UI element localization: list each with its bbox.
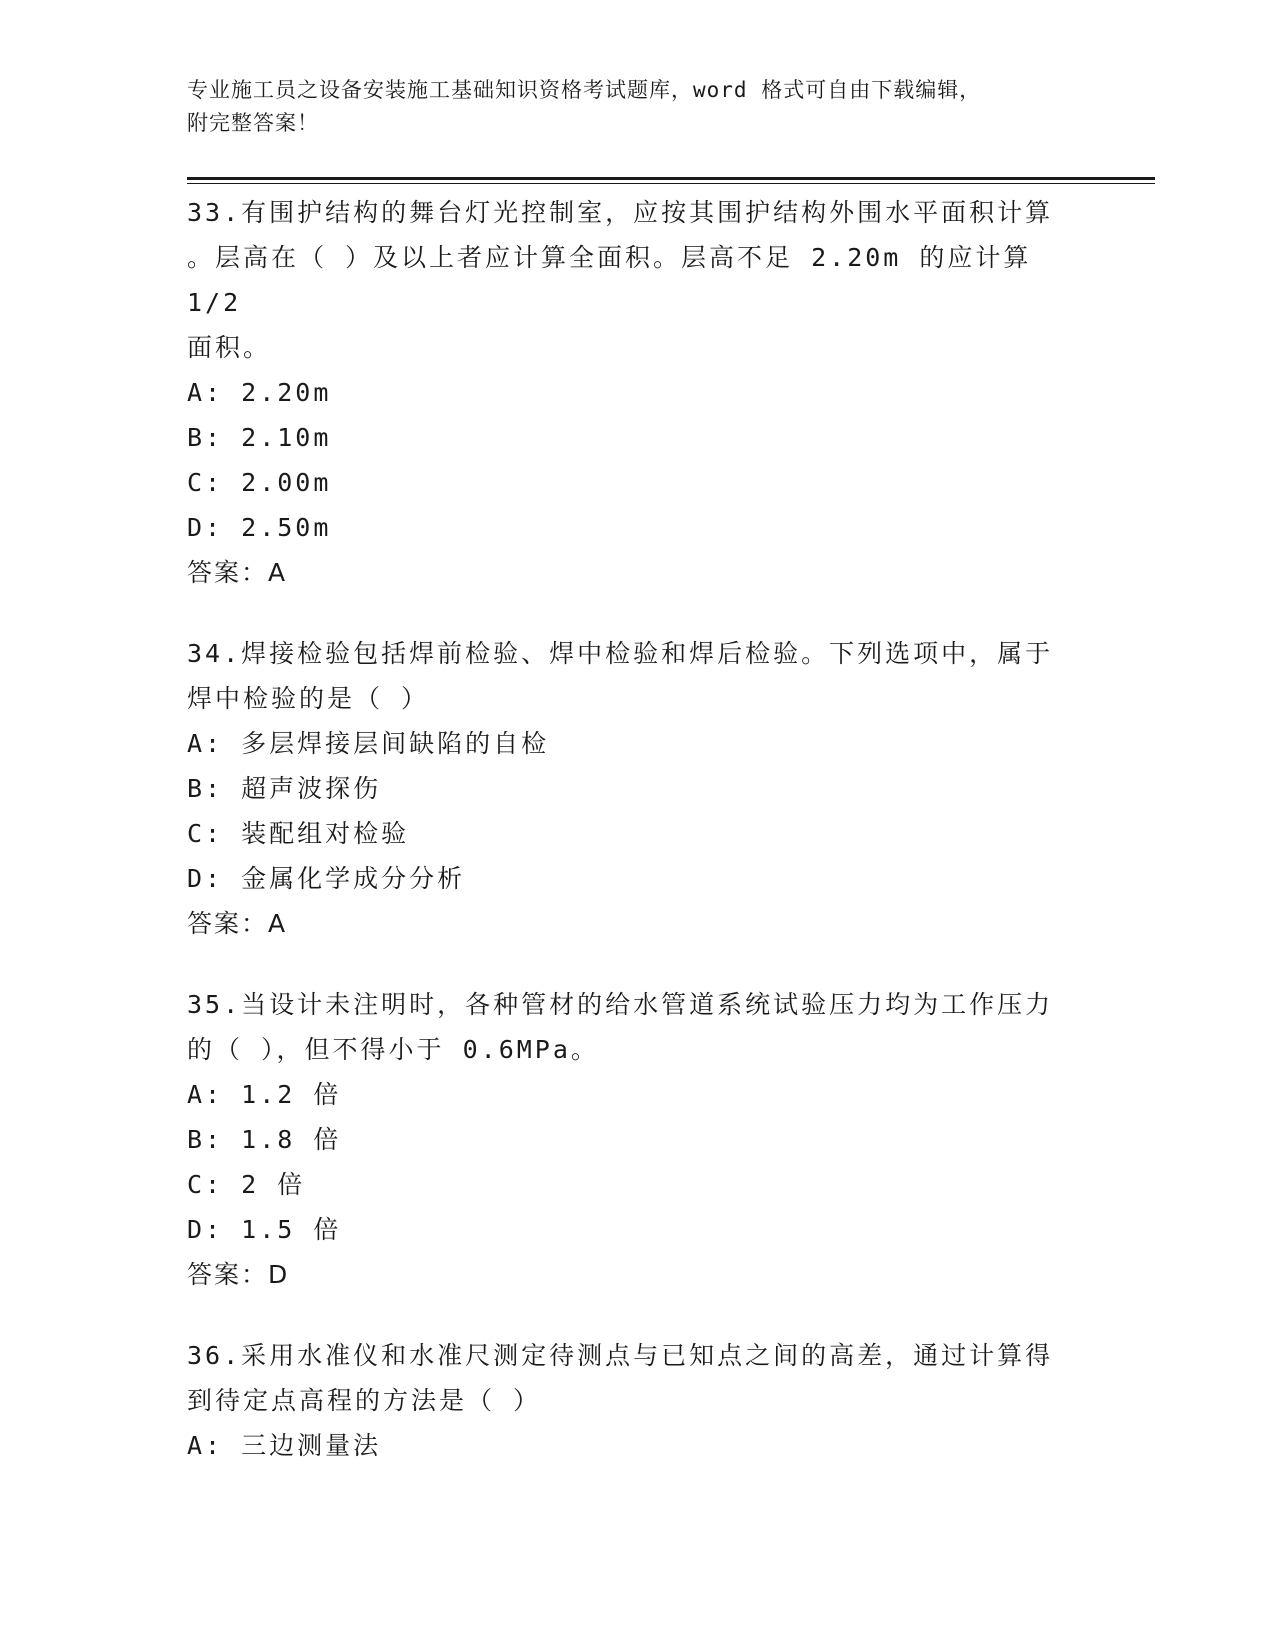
question-stem-line: 到待定点高程的方法是（ ） xyxy=(187,1386,542,1415)
document-header xyxy=(187,74,1067,140)
option-a: A: 2.20m xyxy=(187,378,332,407)
option-c: C: 2.00m xyxy=(187,468,332,497)
answer-label: 答案：D xyxy=(187,1260,290,1289)
option-b: B: 1.8 倍 xyxy=(187,1125,342,1154)
question-33 xyxy=(187,190,1087,595)
question-stem-line: 面积。 xyxy=(187,333,272,362)
question-stem-line: 的（ ），但不得小于 0.6MPa。 xyxy=(187,1035,599,1064)
question-35 xyxy=(187,982,1087,1297)
option-d: D: 金属化学成分分析 xyxy=(187,864,466,893)
header-line-1: 专业施工员之设备安装施工基础知识资格考试题库，word 格式可自由下载编辑， xyxy=(187,78,982,102)
question-34 xyxy=(187,631,1087,946)
option-a: A: 1.2 倍 xyxy=(187,1080,342,1109)
option-b: B: 超声波探伤 xyxy=(187,774,382,803)
option-d: D: 2.50m xyxy=(187,513,332,542)
option-a: A: 多层焊接层间缺陷的自检 xyxy=(187,729,550,758)
option-a: A: 三边测量法 xyxy=(187,1431,382,1460)
option-d: D: 1.5 倍 xyxy=(187,1215,342,1244)
option-b: B: 2.10m xyxy=(187,423,332,452)
answer-label: 答案：A xyxy=(187,558,288,587)
header-line-2: 附完整答案！ xyxy=(187,111,319,135)
header-divider-thin xyxy=(187,183,1155,184)
question-stem-line: 35.当设计未注明时，各种管材的给水管道系统试验压力均为工作压力 xyxy=(187,990,1054,1019)
question-stem-line: 焊中检验的是（ ） xyxy=(187,684,430,713)
question-list xyxy=(187,190,1087,1504)
question-stem-line: 34.焊接检验包括焊前检验、焊中检验和焊后检验。下列选项中，属于 xyxy=(187,639,1054,668)
question-36 xyxy=(187,1333,1087,1468)
question-stem-line: 33.有围护结构的舞台灯光控制室，应按其围护结构外围水平面积计算 xyxy=(187,198,1054,227)
question-stem-line: 36.采用水准仪和水准尺测定待测点与已知点之间的高差，通过计算得 xyxy=(187,1341,1054,1370)
option-c: C: 装配组对检验 xyxy=(187,819,410,848)
header-divider-thick xyxy=(187,177,1155,180)
option-c: C: 2 倍 xyxy=(187,1170,306,1199)
question-stem-line: 。层高在（ ）及以上者应计算全面积。层高不足 2.20m 的应计算 1/2 xyxy=(187,243,1032,317)
answer-label: 答案：A xyxy=(187,909,288,938)
